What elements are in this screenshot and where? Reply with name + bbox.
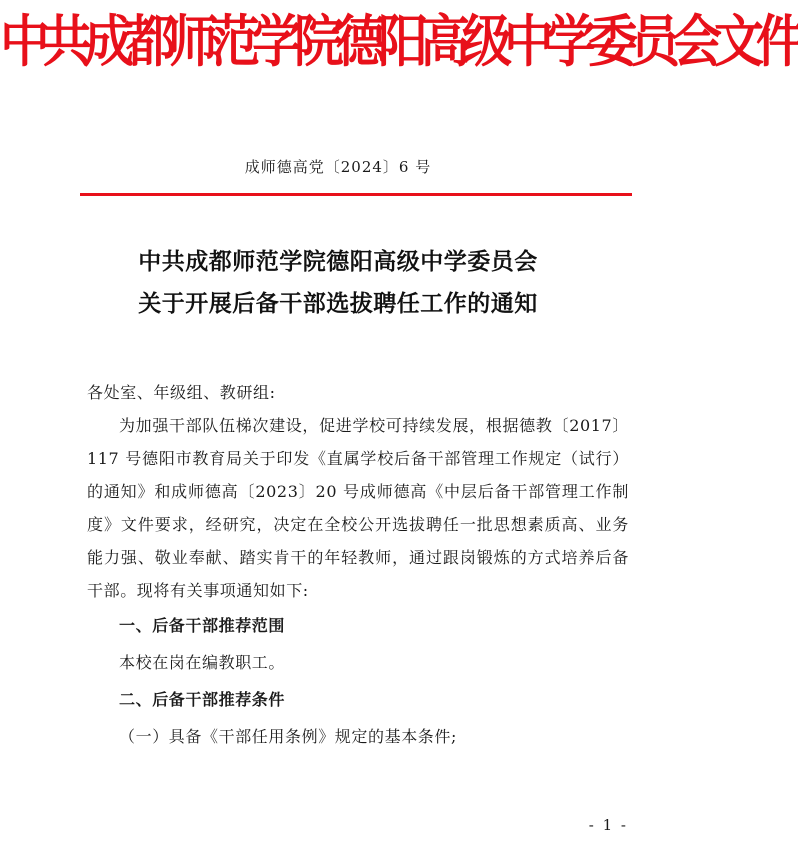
intro-paragraph: 为加强干部队伍梯次建设，促进学校可持续发展，根据德教〔2017〕117 号德阳市教育局关于印发《直属学校后备干部管理工作规定（试行）的通知》和成师德高〔2023〕20 号成师德高《中层后备干部管理工作制度》文件要求，经研究，决定在全校公开选拔聘任一批思想素质高、业务能力强、敬业奉献、踏实肯干的年轻教师，通过跟岗锻炼的方式培养后备干部。现将有关事项通知如下: — [87, 416, 629, 600]
notice-title-line-2: 关于开展后备干部选拔聘任工作的通知 — [138, 290, 538, 317]
condition-item-1: （一）具备《干部任用条例》规定的基本条件; — [119, 727, 457, 746]
section-heading-scope: 一、后备干部推荐范围 — [119, 616, 286, 635]
section-heading-conditions: 二、后备干部推荐条件 — [119, 690, 286, 709]
notice-title-line-1: 中共成都师范学院德阳高级中学委员会 — [138, 248, 538, 275]
notice-body — [87, 376, 629, 755]
red-header-rule — [80, 193, 632, 196]
page-number: - 1 - — [588, 816, 628, 834]
salutation: 各处室、年级组、教研组: — [87, 383, 276, 402]
issuing-organization-title: 中共成都师范学院德阳高级中学委员会文件 — [0, 9, 798, 75]
document-number: 成师德高党〔2024〕6 号 — [244, 158, 432, 176]
section-scope-text: 本校在岗在编教职工。 — [119, 653, 286, 672]
